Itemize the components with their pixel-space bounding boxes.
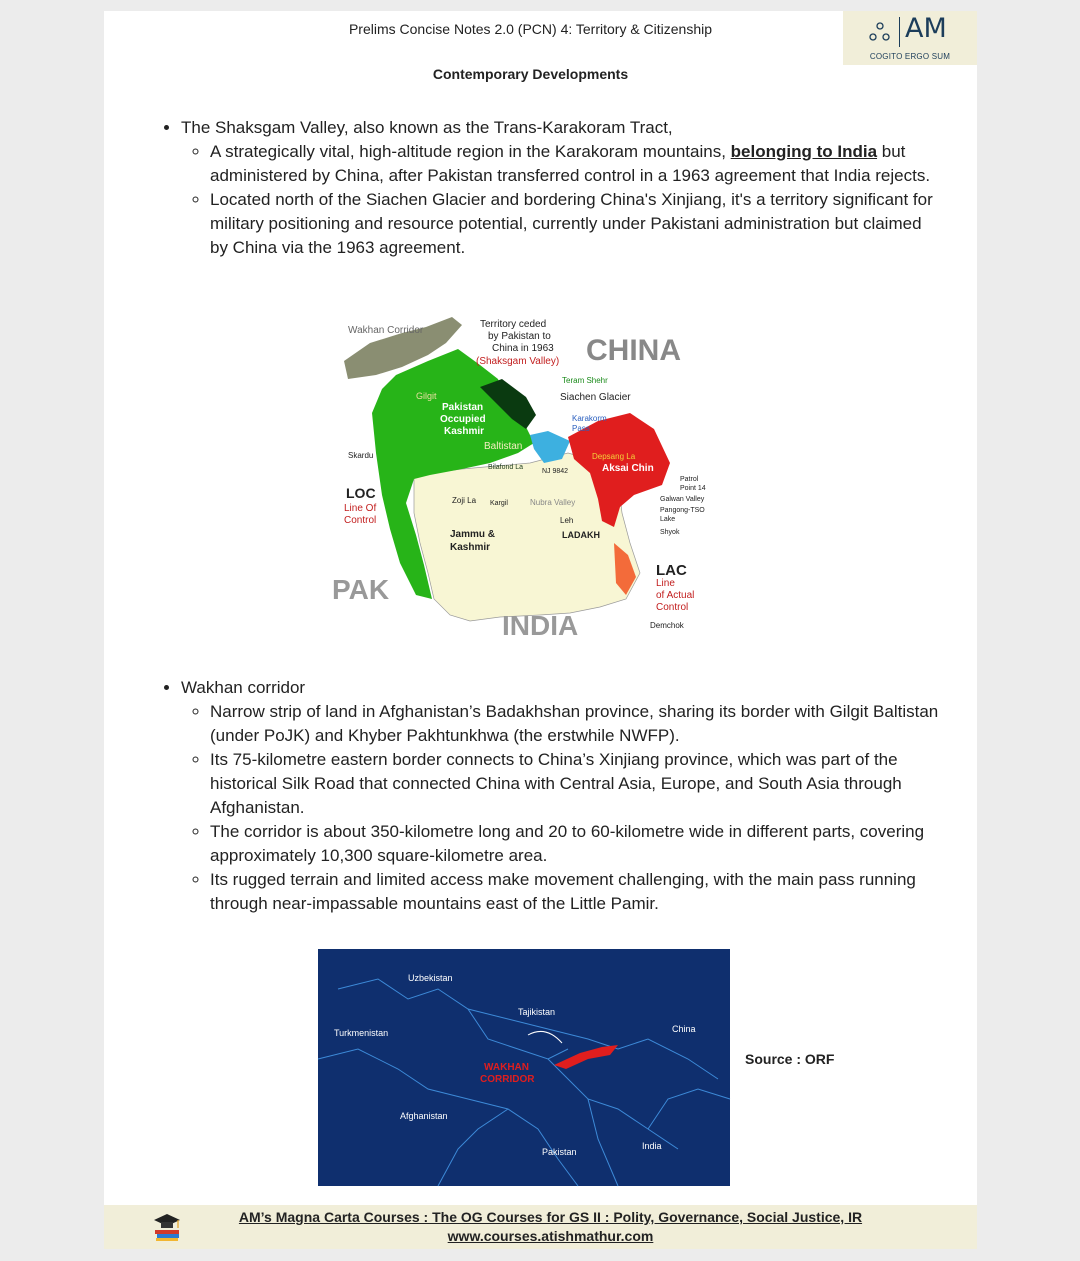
wakhan-map <box>318 949 730 1186</box>
logo-text: AM <box>905 13 947 44</box>
wakhan-point-2: ◦ Its 75-kilometre eastern border connects to China’s Xinjiang province, which was part of the historical Silk Road that connected China with Central Asia, Europe, and South Asia through Afghanistan. <box>210 748 939 820</box>
map-label-pak: PAK <box>332 574 390 605</box>
svg-text:Zoji La: Zoji La <box>452 496 477 505</box>
wakhan-point-1: ◦ Narrow strip of land in Afghanistan’s Badakhshan province, sharing its border with Gilgit Baltistan (under PoJK) and Khyber Pakhtunkhwa (the erstwhile NWFP). <box>210 700 939 748</box>
svg-text:Afghanistan: Afghanistan <box>400 1111 448 1121</box>
wakhan-corridor-label: WAKHAN <box>484 1062 529 1073</box>
svg-text:Point 14: Point 14 <box>680 485 706 492</box>
svg-text:Line Of: Line Of <box>344 503 377 514</box>
svg-text:China in 1963: China in 1963 <box>492 343 554 354</box>
document-header-title: Prelims Concise Notes 2.0 (PCN) 4: Territory & Citizenship <box>348 21 713 37</box>
svg-text:Territory ceded: Territory ceded <box>480 319 547 330</box>
svg-text:Galwan Valley: Galwan Valley <box>660 496 705 503</box>
svg-text:Tajikistan: Tajikistan <box>518 1007 556 1017</box>
svg-text:Bilafond La: Bilafond La <box>488 464 524 471</box>
svg-text:India: India <box>642 1141 662 1151</box>
footer-website-link[interactable]: www.courses.atishmathur.com <box>447 1228 654 1244</box>
logo-tagline: COGITO ERGO SUM <box>869 52 951 61</box>
shaksgam-section <box>159 116 939 260</box>
svg-text:Control: Control <box>344 515 377 526</box>
svg-text:Leh: Leh <box>560 516 574 525</box>
svg-text:Kashmir: Kashmir <box>450 542 491 553</box>
svg-text:Teram Shehr: Teram Shehr <box>562 376 608 385</box>
map-label-china: CHINA <box>586 334 681 367</box>
svg-text:CORRIDOR: CORRIDOR <box>480 1074 535 1085</box>
svg-text:Occupied: Occupied <box>440 414 486 425</box>
svg-text:Uzbekistan: Uzbekistan <box>408 973 453 983</box>
shaksgam-bullet <box>181 116 939 260</box>
footer-course-line[interactable]: AM’s Magna Carta Courses : The OG Courses for GS II : Polity, Governance, Social Justice, IR <box>238 1209 863 1225</box>
svg-text:Jammu &: Jammu & <box>450 529 496 540</box>
wakhan-point-4: ◦ Its rugged terrain and limited access make movement challenging, with the main pass running through near-impassable mountains east of the Little Pamir. <box>210 868 939 916</box>
svg-text:Turkmenistan: Turkmenistan <box>334 1028 389 1038</box>
svg-text:Kargil: Kargil <box>490 500 508 507</box>
svg-text:LOC: LOC <box>346 485 376 501</box>
svg-text:LADAKH: LADAKH <box>562 530 600 540</box>
footer-banner <box>104 1205 977 1249</box>
document-page <box>104 11 977 1249</box>
svg-text:Siachen Glacier: Siachen Glacier <box>560 392 631 403</box>
wakhan-bullet <box>181 676 939 916</box>
svg-text:(Shaksgam Valley): (Shaksgam Valley) <box>476 356 560 367</box>
svg-text:Patrol: Patrol <box>680 476 699 483</box>
wakhan-heading: Wakhan corridor <box>181 678 306 697</box>
svg-text:China: China <box>672 1024 696 1034</box>
belonging-to-india-emphasis: belonging to India <box>730 142 878 161</box>
wakhan-section <box>159 676 939 916</box>
section-title: Contemporary Developments <box>432 66 629 82</box>
am-logo <box>843 11 977 65</box>
svg-text:Pakistan: Pakistan <box>542 1147 577 1157</box>
svg-text:of Actual: of Actual <box>656 590 695 601</box>
svg-text:Nubra Valley: Nubra Valley <box>530 498 576 507</box>
svg-text:Skardu: Skardu <box>348 451 374 460</box>
svg-text:Lake: Lake <box>660 516 676 523</box>
svg-text:Control: Control <box>656 602 689 613</box>
svg-text:Kashmir: Kashmir <box>444 426 485 437</box>
svg-text:Aksai Chin: Aksai Chin <box>602 463 654 474</box>
svg-text:LAC: LAC <box>656 562 687 579</box>
svg-text:Karakorm: Karakorm <box>572 414 607 423</box>
svg-text:Pass: Pass <box>572 424 590 433</box>
shaksgam-point-2: ◦ Located north of the Siachen Glacier and bordering China's Xinjiang, it's a territory significant for military positioning and resource potential, currently under Pakistani administration but claimed by China via the 1963 agreement. <box>210 188 939 260</box>
logo-dots-icon <box>869 21 891 43</box>
source-note: Source : ORF <box>745 1051 835 1067</box>
kashmir-map <box>330 303 706 641</box>
shaksgam-point-1: ◦ A strategically vital, high-altitude region in the Karakoram mountains, belonging to India but administered by China, after Pakistan transferred control in a 1963 agreement that India rejects. <box>210 140 939 188</box>
wakhan-point-3: ◦ The corridor is about 350-kilometre long and 20 to 60-kilometre wide in different parts, covering approximately 10,300 square-kilometre area. <box>210 820 939 868</box>
svg-text:Pangong-TSO: Pangong-TSO <box>660 507 705 514</box>
map-label-wakhan: Wakhan Corridor <box>348 325 424 336</box>
svg-text:Depsang La: Depsang La <box>592 452 636 461</box>
svg-text:Pakistan: Pakistan <box>442 402 484 413</box>
svg-text:Demchok: Demchok <box>650 621 684 630</box>
svg-text:NJ 9842: NJ 9842 <box>542 468 569 475</box>
svg-text:Line: Line <box>656 578 675 589</box>
shaksgam-heading: The Shaksgam Valley, also known as the Trans-Karakoram Tract, <box>181 118 673 137</box>
map-label-india: INDIA <box>502 610 579 641</box>
svg-text:by Pakistan to: by Pakistan to <box>488 331 551 342</box>
svg-text:Baltistan: Baltistan <box>484 441 523 452</box>
svg-text:Shyok: Shyok <box>660 529 680 536</box>
svg-text:Gilgit: Gilgit <box>416 391 437 401</box>
